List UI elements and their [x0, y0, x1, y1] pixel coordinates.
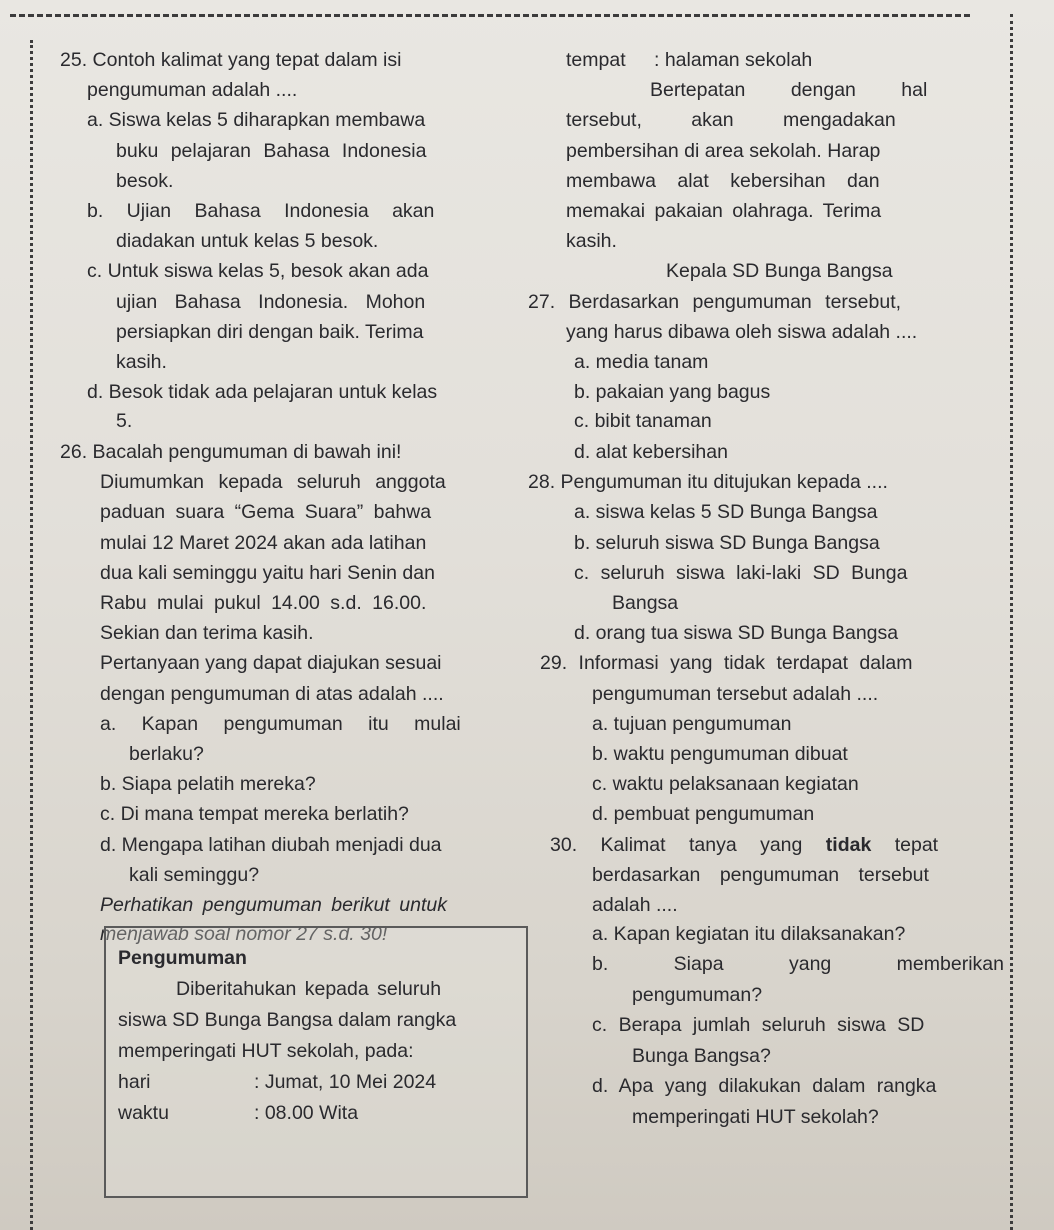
- notice-tempat-value: : halaman sekolah: [654, 49, 813, 71]
- q30-option-d-line1: d. Apa yang dilakukan dalam rangka: [592, 1075, 937, 1097]
- q30-option-c-line1: c. Berapa jumlah seluruh siswa SD: [592, 1014, 925, 1036]
- q26-passage-line3: mulai 12 Maret 2024 akan ada latihan: [100, 532, 427, 554]
- notice-title: Pengumuman: [118, 947, 247, 969]
- q29-option-a: a. tujuan pengumuman: [592, 713, 792, 735]
- notice-cont-line5: memakai pakaian olahraga. Terima: [566, 200, 882, 222]
- notice-cont-line6: kasih.: [566, 230, 617, 252]
- q28-option-b: b. seluruh siswa SD Bunga Bangsa: [574, 532, 880, 554]
- instruction-line1: Perhatikan pengumuman berikut untuk: [100, 894, 447, 916]
- q25-option-b-line2: diadakan untuk kelas 5 besok.: [116, 230, 379, 252]
- q30-stem-post: tepat: [894, 834, 939, 856]
- q28-option-c-line2: Bangsa: [612, 592, 679, 614]
- q26-question-line1: Pertanyaan yang dapat diajukan sesuai: [100, 652, 442, 674]
- notice-hari-value: : Jumat, 10 Mei 2024: [254, 1071, 437, 1093]
- q30-option-c-line2: Bunga Bangsa?: [632, 1045, 771, 1067]
- notice-cont-line3: pembersihan di area sekolah. Harap: [566, 140, 881, 162]
- q25-option-d-line1: d. Besok tidak ada pelajaran untuk kelas: [87, 381, 438, 403]
- notice-line1: Diberitahukan kepada seluruh: [176, 978, 442, 1000]
- q25-option-c-line3: persiapkan diri dengan baik. Terima: [116, 321, 424, 343]
- q30-option-a: a. Kapan kegiatan itu dilaksanakan?: [592, 923, 906, 945]
- notice-waktu-label: waktu: [118, 1102, 169, 1124]
- dotted-border-right: [1010, 14, 1013, 1230]
- q27-option-d: d. alat kebersihan: [574, 441, 728, 463]
- q26-option-c: c. Di mana tempat mereka berlatih?: [100, 803, 409, 825]
- q27-option-a: a. media tanam: [574, 351, 709, 373]
- q28-stem: 28. Pengumuman itu ditujukan kepada ....: [528, 471, 888, 493]
- q26-question-line2: dengan pengumuman di atas adalah ....: [100, 683, 444, 705]
- q26-option-a-line2: berlaku?: [129, 743, 204, 765]
- q29-option-b: b. waktu pengumuman dibuat: [592, 743, 848, 765]
- q25-option-c-line1: c. Untuk siswa kelas 5, besok akan ada: [87, 260, 429, 282]
- q28-option-d: d. orang tua siswa SD Bunga Bangsa: [574, 622, 899, 644]
- q28-option-a: a. siswa kelas 5 SD Bunga Bangsa: [574, 501, 878, 523]
- q30-stem-line3: adalah ....: [592, 894, 678, 916]
- q25-stem-line1: 25. Contoh kalimat yang tepat dalam isi: [60, 49, 402, 71]
- q30-stem-bold: tidak: [825, 834, 872, 856]
- q25-option-d-line2: 5.: [116, 410, 133, 432]
- q26-option-d-line2: kali seminggu?: [129, 864, 260, 886]
- q30-option-b-line2: pengumuman?: [632, 984, 763, 1006]
- q30-stem-pre: 30. Kalimat tanya yang: [550, 834, 803, 856]
- notice-waktu-value: : 08.00 Wita: [254, 1102, 359, 1124]
- dashed-border-top: [10, 14, 970, 17]
- q26-option-b: b. Siapa pelatih mereka?: [100, 773, 316, 795]
- q27-option-c: c. bibit tanaman: [574, 410, 712, 432]
- instruction-line2: menjawab soal nomor 27 s.d. 30!: [100, 923, 388, 945]
- q29-stem-line1: 29. Informasi yang tidak terdapat dalam: [540, 652, 913, 674]
- q30-option-b-line1: b. Siapa yang memberikan: [592, 953, 1004, 975]
- q25-stem-line2: pengumuman adalah ....: [87, 79, 298, 101]
- q25-option-b-line1: b. Ujian Bahasa Indonesia akan: [87, 200, 435, 222]
- notice-cont-line4: membawa alat kebersihan dan: [566, 170, 880, 192]
- q30-stem-line2: berdasarkan pengumuman tersebut: [592, 864, 929, 886]
- notice-cont-line1: Bertepatan dengan hal: [650, 79, 928, 101]
- q29-option-d: d. pembuat pengumuman: [592, 803, 815, 825]
- q26-option-a-line1: a. Kapan pengumuman itu mulai: [100, 713, 461, 735]
- notice-line2: siswa SD Bunga Bangsa dalam rangka: [118, 1009, 457, 1031]
- q26-passage-line5: Rabu mulai pukul 14.00 s.d. 16.00.: [100, 592, 427, 614]
- q25-option-a-line1: a. Siswa kelas 5 diharapkan membawa: [87, 109, 426, 131]
- q29-stem-line2: pengumuman tersebut adalah ....: [592, 683, 879, 705]
- notice-line3: memperingati HUT sekolah, pada:: [118, 1040, 414, 1062]
- q28-option-c-line1: c. seluruh siswa laki-laki SD Bunga: [574, 562, 908, 584]
- q26-passage-line1: Diumumkan kepada seluruh anggota: [100, 471, 446, 493]
- notice-tempat-label: tempat: [566, 49, 626, 71]
- q26-stem: 26. Bacalah pengumuman di bawah ini!: [60, 441, 402, 463]
- q30-option-d-line2: memperingati HUT sekolah?: [632, 1106, 879, 1128]
- notice-hari-label: hari: [118, 1071, 151, 1093]
- q27-stem-line2: yang harus dibawa oleh siswa adalah ....: [566, 321, 918, 343]
- q25-option-a-line3: besok.: [116, 170, 174, 192]
- q25-option-c-line2: ujian Bahasa Indonesia. Mohon: [116, 291, 426, 313]
- q29-option-c: c. waktu pelaksanaan kegiatan: [592, 773, 859, 795]
- q26-option-d-line1: d. Mengapa latihan diubah menjadi dua: [100, 834, 442, 856]
- q26-passage-line2: paduan suara “Gema Suara” bahwa: [100, 501, 432, 523]
- q26-passage-line6: Sekian dan terima kasih.: [100, 622, 314, 644]
- q26-passage-line4: dua kali seminggu yaitu hari Senin dan: [100, 562, 435, 584]
- dotted-border-left: [30, 40, 33, 1230]
- q25-option-a-line2: buku pelajaran Bahasa Indonesia: [116, 140, 427, 162]
- q25-option-c-line4: kasih.: [116, 351, 167, 373]
- q27-option-b: b. pakaian yang bagus: [574, 381, 771, 403]
- notice-signature: Kepala SD Bunga Bangsa: [666, 260, 893, 282]
- q30-stem-line1: [550, 833, 938, 857]
- q27-stem-line1: 27. Berdasarkan pengumuman tersebut,: [528, 291, 902, 313]
- notice-cont-line2: tersebut, akan mengadakan: [566, 109, 896, 131]
